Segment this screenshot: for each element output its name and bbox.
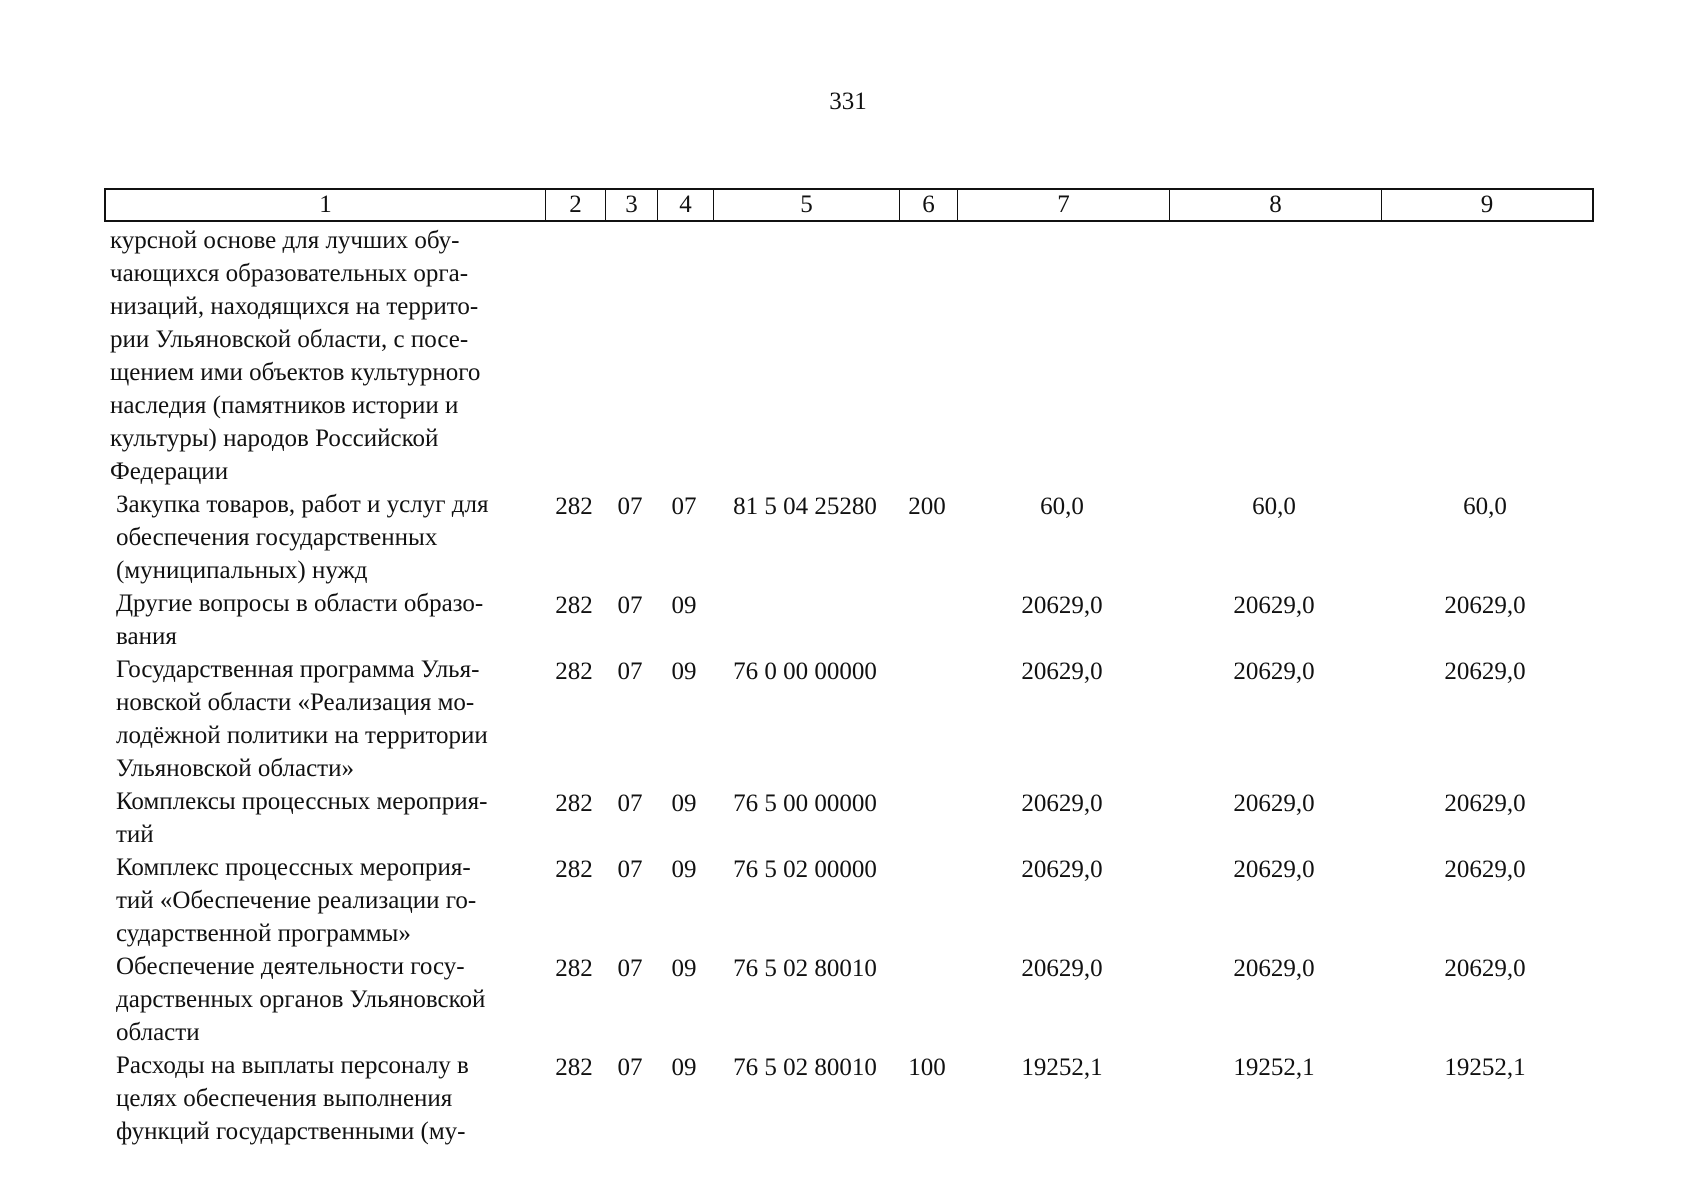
- row-code-4: 09: [671, 955, 697, 982]
- row-code-5: 76 5 00 00000: [733, 790, 877, 817]
- row-code-2: 282: [555, 658, 593, 685]
- row-amount-7: 20629,0: [1021, 790, 1103, 817]
- row-code-2: 282: [555, 856, 593, 883]
- row-amount-7: 20629,0: [1021, 856, 1103, 883]
- row-description: Государственная программа Улья- новской области «Реализация мо- лодёжной политики на территории Ульяновской области»: [116, 656, 488, 782]
- row-code-4: 09: [671, 1054, 697, 1081]
- header-cell-6: 6: [900, 190, 958, 220]
- row-amount-8: 20629,0: [1233, 592, 1315, 619]
- row-code-5: 76 5 02 80010: [733, 955, 877, 982]
- row-amount-9: 20629,0: [1444, 592, 1526, 619]
- row-amount-9: 20629,0: [1444, 955, 1526, 982]
- row-code-4: 09: [671, 790, 697, 817]
- row-code-4: 09: [671, 658, 697, 685]
- row-code-3: 07: [617, 658, 643, 685]
- row-code-2: 282: [555, 1054, 593, 1081]
- table-row: [104, 488, 1594, 587]
- row-amount-8: 20629,0: [1233, 955, 1315, 982]
- row-code-4: [656, 224, 712, 226]
- row-code-4: 09: [671, 856, 697, 883]
- row-amount-9: 20629,0: [1444, 790, 1526, 817]
- table-row: [104, 950, 1594, 1049]
- row-code-2: 282: [555, 790, 593, 817]
- row-code-3: 07: [617, 790, 643, 817]
- page-number: 331: [829, 88, 867, 115]
- table-row: [104, 653, 1594, 785]
- row-amount-9: [1380, 224, 1590, 226]
- row-amount-8: 20629,0: [1233, 856, 1315, 883]
- row-code-3: 07: [617, 856, 643, 883]
- header-cell-2: 2: [546, 190, 606, 220]
- row-code-5: 76 5 02 80010: [733, 1054, 877, 1081]
- row-amount-8: 60,0: [1252, 493, 1296, 520]
- row-code-3: 07: [617, 1054, 643, 1081]
- row-amount-7: 20629,0: [1021, 658, 1103, 685]
- table-row: [104, 1049, 1594, 1148]
- header-cell-7: 7: [958, 190, 1170, 220]
- header-cell-9: 9: [1480, 191, 1494, 218]
- row-code-6: 200: [908, 493, 946, 520]
- row-code-5: [712, 587, 898, 589]
- row-code-3: [604, 224, 656, 226]
- row-code-2: [544, 224, 604, 226]
- row-amount-7: [956, 224, 1168, 226]
- table-row: [104, 851, 1594, 950]
- header-cell-3: 3: [606, 190, 658, 220]
- row-code-3: 07: [617, 592, 643, 619]
- row-amount-9: 60,0: [1463, 493, 1507, 520]
- row-description: Закупка товаров, работ и услуг для обеспечения государственных (муниципальных) нужд: [116, 491, 489, 584]
- row-code-5: 76 5 02 00000: [733, 856, 877, 883]
- row-amount-9: 20629,0: [1444, 658, 1526, 685]
- header-cell-4: 4: [658, 190, 714, 220]
- row-amount-7: 60,0: [1040, 493, 1084, 520]
- row-description: Расходы на выплаты персоналу в целях обеспечения выполнения функций государственными (му-: [116, 1052, 469, 1145]
- row-code-6: [898, 950, 956, 952]
- row-code-6: [898, 653, 956, 655]
- row-description: Комплекс процессных мероприя- тий «Обеспечение реализации го- сударственной программы»: [116, 854, 477, 947]
- row-code-5: 81 5 04 25280: [733, 493, 877, 520]
- row-code-2: 282: [555, 955, 593, 982]
- row-code-5: 76 0 00 00000: [733, 658, 877, 685]
- table-header: [104, 188, 1594, 222]
- row-code-3: 07: [617, 493, 643, 520]
- row-code-6: 100: [908, 1054, 946, 1081]
- row-amount-8: 20629,0: [1233, 658, 1315, 685]
- table-row: [104, 224, 1594, 488]
- row-code-3: 07: [617, 955, 643, 982]
- row-amount-8: [1168, 224, 1380, 226]
- row-description: Другие вопросы в области образо- вания: [116, 590, 484, 650]
- header-cell-8: 8: [1170, 190, 1382, 220]
- table-body: [104, 224, 1594, 1148]
- row-code-6: [898, 851, 956, 853]
- row-code-4: 09: [671, 592, 697, 619]
- row-amount-7: 20629,0: [1021, 955, 1103, 982]
- row-amount-9: 20629,0: [1444, 856, 1526, 883]
- row-amount-7: 20629,0: [1021, 592, 1103, 619]
- row-description: Комплексы процессных мероприя- тий: [116, 788, 488, 848]
- row-description: курсной основе для лучших обу- чающихся образовательных орга- низаций, находящихся на террито- рии Ульяновской области, с посе- щением ими объектов культурного наследия (памятников истории и культуры) народов Российской Федерации: [110, 227, 481, 485]
- row-code-6: [898, 587, 956, 589]
- row-amount-8: 19252,1: [1233, 1054, 1315, 1081]
- row-code-5: [712, 224, 898, 226]
- row-amount-8: 20629,0: [1233, 790, 1315, 817]
- row-amount-7: 19252,1: [1021, 1054, 1103, 1081]
- row-description: Обеспечение деятельности госу- дарственных органов Ульяновской области: [116, 953, 486, 1046]
- row-code-6: [898, 224, 956, 226]
- row-amount-9: 19252,1: [1444, 1054, 1526, 1081]
- row-code-4: 07: [671, 493, 697, 520]
- table-row: [104, 587, 1594, 653]
- table-row: [104, 785, 1594, 851]
- header-cell-5: 5: [714, 190, 900, 220]
- row-code-6: [898, 785, 956, 787]
- row-code-2: 282: [555, 493, 593, 520]
- row-code-2: 282: [555, 592, 593, 619]
- header-cell-1: 1: [106, 190, 546, 220]
